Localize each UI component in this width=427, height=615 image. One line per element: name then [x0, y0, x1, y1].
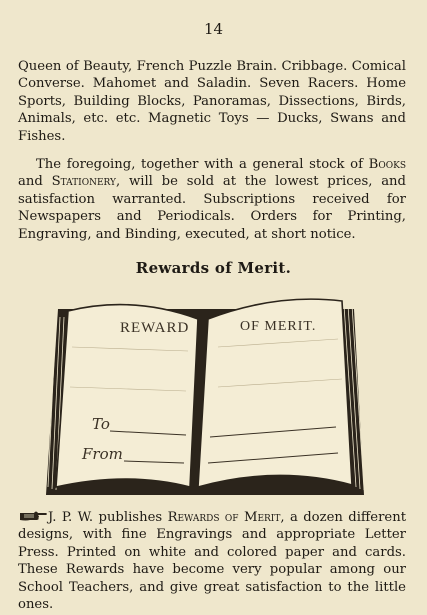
rewards-of-merit-text: Rewards of Merit	[167, 510, 281, 525]
left-page-title: REWARD	[120, 320, 190, 336]
pointing-hand-icon	[18, 509, 48, 523]
rewards-lead: J. P. W. publishes	[48, 510, 168, 525]
paragraph-stock	[18, 156, 406, 243]
paragraph-toys: Queen of Beauty, French Puzzle Brain. Cribbage. Comical Converse. Mahomet and Saladin. Seven Racers. Home Sports, Building Blocks, Panoramas, Dissections, Birds, Animals, etc. etc. Magnetic Toys — Ducks, Swans and Fishes.	[18, 59, 406, 144]
from-label: From	[82, 445, 123, 463]
rewards-rest: , a dozen different designs, with fine Engravings and appropriate Letter Press. Printed on white and colored paper and cards. These Rewards have become very popular among our School Teachers, and give great satisfaction to the little ones.	[18, 510, 407, 613]
section-heading: Rewards of Merit.	[135, 259, 292, 277]
to-label: To	[92, 415, 110, 433]
books-text: Books	[368, 157, 406, 172]
paragraph-rewards	[18, 509, 406, 613]
right-page-title: OF MERIT.	[240, 319, 317, 334]
and-text: and	[18, 174, 52, 190]
stock-text-1: The foregoing, together with a general stock of	[36, 157, 369, 172]
page-number: 14	[203, 20, 224, 38]
open-book-illustration	[38, 287, 372, 501]
stock-text-2: , will be sold at the lowest prices, and satisfaction warranted. Subscriptions received for Newspapers and Periodicals. Orders for Printing, Engraving, and Binding, executed, at short notice.	[18, 174, 406, 242]
stationery-text: Stationery	[51, 174, 116, 190]
